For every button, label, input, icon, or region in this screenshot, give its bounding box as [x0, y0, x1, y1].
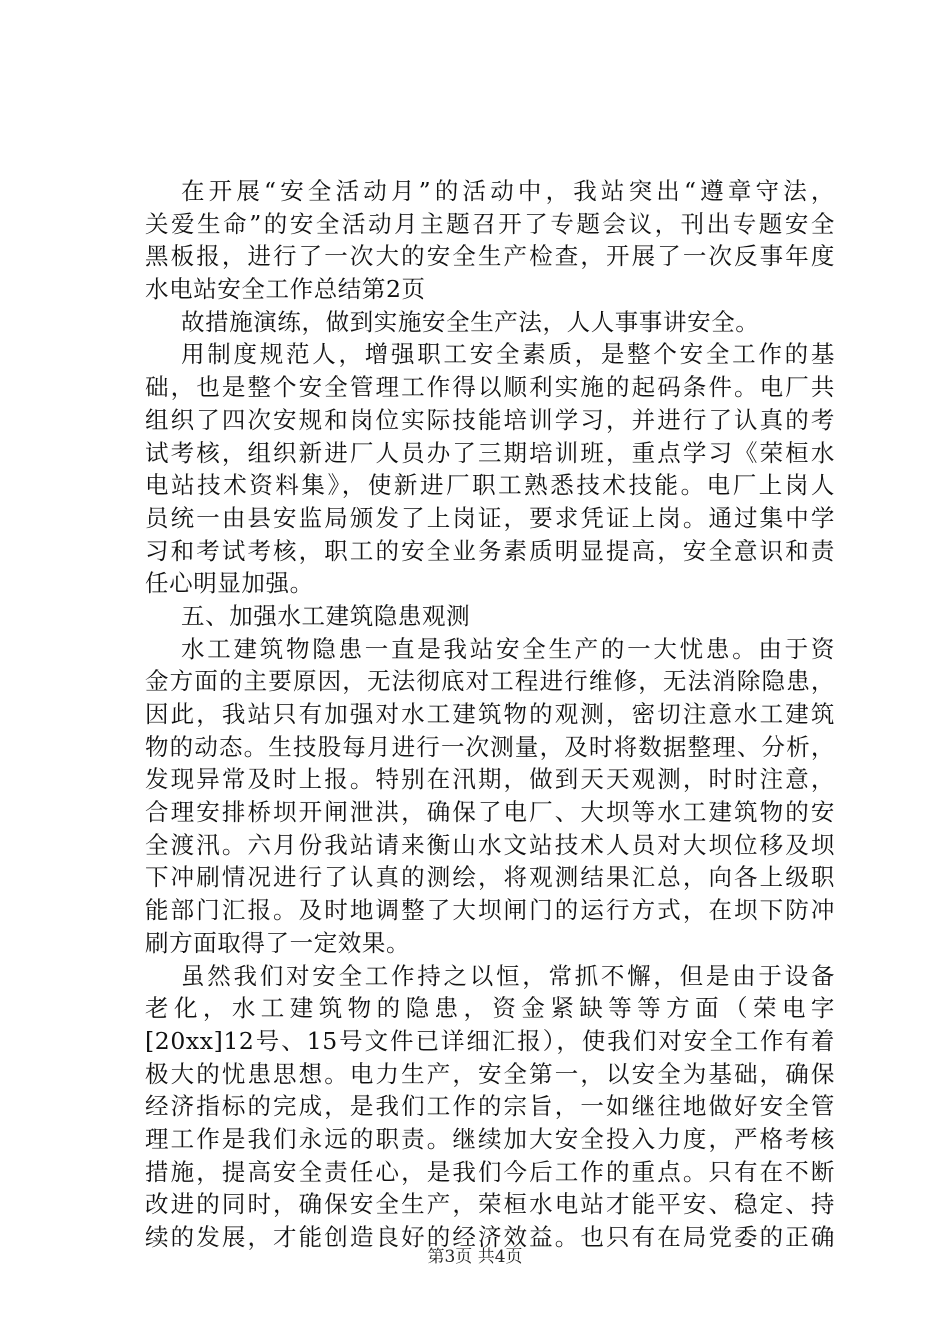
- text-line: 因此，我站只有加强对水工建筑物的观测，密切注意水工建筑: [145, 700, 835, 728]
- document-body: [145, 175, 835, 1254]
- text-line: 理工作是我们永远的职责。继续加大安全投入力度，严格考核: [145, 1124, 835, 1153]
- text-line: 水电站安全工作总结第2页: [145, 275, 426, 304]
- text-line: 下冲刷情况进行了认真的测绘，将观测结果汇总，向各上级职: [145, 863, 835, 892]
- text-line: 合理安排桥坝开闸泄洪，确保了电厂、大坝等水工建筑物的安: [145, 798, 835, 827]
- text-line: 任心明显加强。: [145, 569, 314, 598]
- text-line: 极大的忧患思想。电力生产，安全第一，以安全为基础，确保: [145, 1059, 835, 1088]
- text-line: 金方面的主要原因，无法彻底对工程进行维修，无法消除隐患，: [145, 667, 835, 696]
- text-line: [20xx]12号、15号文件已详细汇报），使我们对安全工作有着: [145, 1026, 835, 1055]
- text-line: 习和考试考核，职工的安全业务素质明显提高，安全意识和责: [145, 536, 835, 565]
- text-line: 组织了四次安规和岗位实际技能培训学习，并进行了认真的考: [145, 405, 835, 434]
- text-line: 能部门汇报。及时地调整了大坝闸门的运行方式，在坝下防冲: [145, 896, 835, 925]
- text-line: 发现异常及时上报。特别在汛期，做到天天观测，时时注意，: [145, 765, 835, 794]
- text-line: 措施，提高安全责任心，是我们今后工作的重点。只有在不断: [145, 1157, 835, 1186]
- text-line: 故措施演练，做到实施安全生产法，人人事事讲安全。: [181, 307, 760, 336]
- text-line: 试考核，组织新进厂人员办了三期培训班，重点学习《荣桓水: [145, 438, 835, 467]
- text-line: 五、加强水工建筑隐患观测: [181, 601, 471, 630]
- page-number-footer: 第3页 共4页: [427, 1247, 523, 1267]
- text-line: 物的动态。生技股每月进行一次测量，及时将数据整理、分析，: [145, 732, 835, 761]
- text-line: 员统一由县安监局颁发了上岗证，要求凭证上岗。通过集中学: [145, 503, 835, 532]
- text-line: 改进的同时，确保安全生产，荣桓水电站才能平安、稳定、持: [145, 1190, 835, 1219]
- text-line: 经济指标的完成，是我们工作的宗旨，一如继往地做好安全管: [145, 1092, 835, 1121]
- text-line: 黑板报，进行了一次大的安全生产检查，开展了一次反事年度: [145, 242, 835, 271]
- text-line: 全渡汛。六月份我站请来衡山水文站技术人员对大坝位移及坝: [145, 830, 835, 859]
- text-line: 水工建筑物隐患一直是我站安全生产的一大忧患。由于资: [181, 634, 835, 663]
- text-line: 刷方面取得了一定效果。: [145, 928, 411, 957]
- text-line: 础，也是整个安全管理工作得以顺利实施的起码条件。电厂共: [145, 373, 835, 402]
- text-line: 电站技术资料集》，使新进厂职工熟悉技术技能。电厂上岗人: [145, 471, 835, 500]
- text-line: 在开展“安全活动月”的活动中，我站突出“遵章守法，: [181, 177, 835, 205]
- text-line: 用制度规范人，增强职工安全素质，是整个安全工作的基: [181, 340, 835, 369]
- text-line: 关爱生命”的安全活动月主题召开了专题会议，刊出专题安全: [145, 209, 835, 238]
- text-line: 老化，水工建筑物的隐患，资金紧缺等等方面（荣电字: [145, 994, 835, 1023]
- text-line: 续的发展，才能创造良好的经济效益。也只有在局党委的正确: [145, 1223, 835, 1251]
- text-line: 虽然我们对安全工作持之以恒，常抓不懈，但是由于设备: [181, 961, 835, 990]
